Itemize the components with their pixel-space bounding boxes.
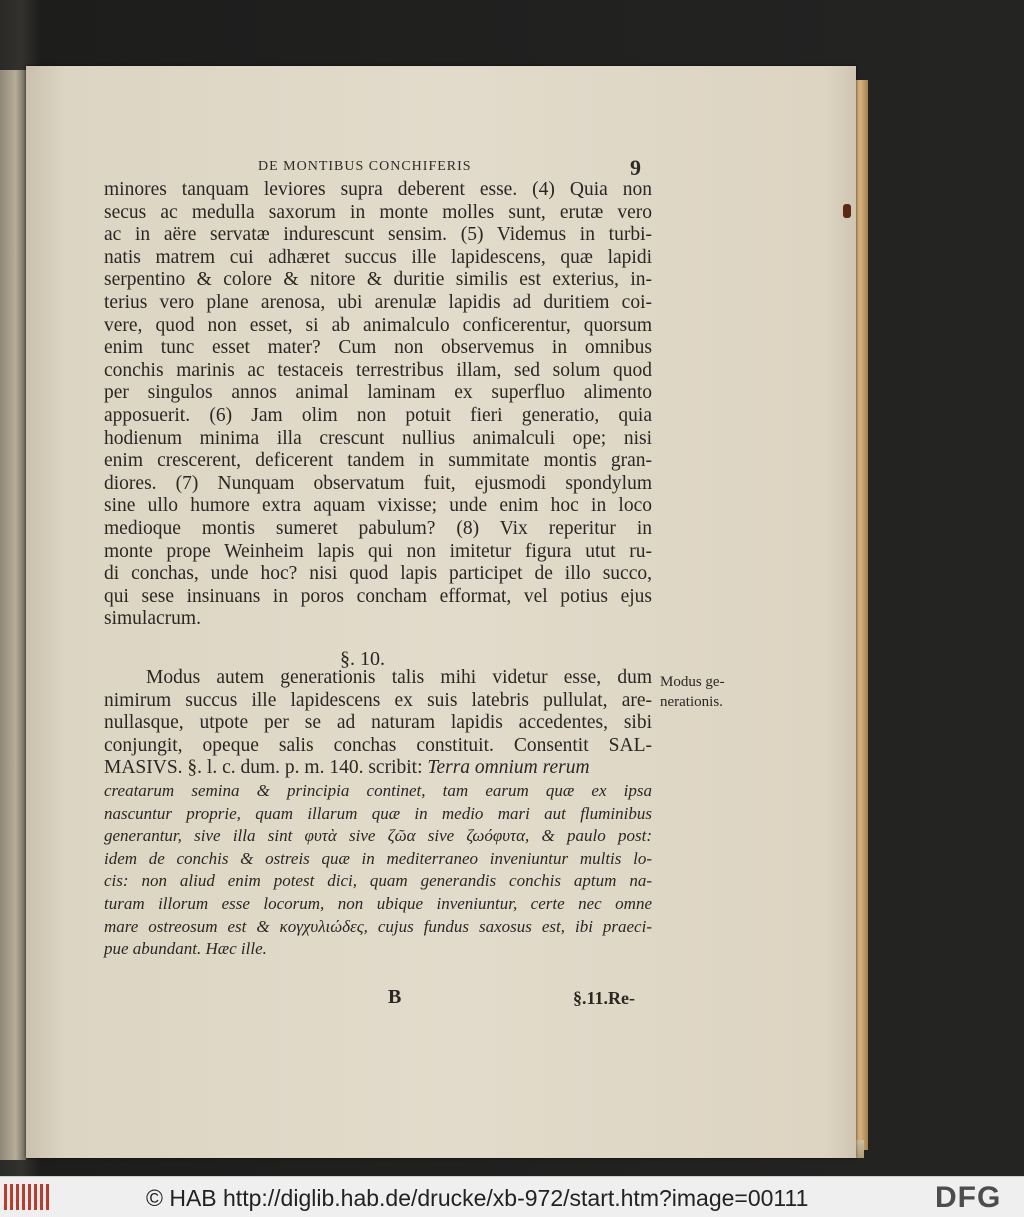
page-header (258, 155, 658, 181)
quote-line: pue abundant. Hæc ille. (104, 939, 267, 959)
text-line: apposuerit. (6) Jam olim non potuit fieri generatio, quia (104, 404, 652, 426)
text-line: nimirum succus ille lapidescens ex suis latebris pullulat, are- (104, 689, 652, 711)
text-line-segment: MASIVS. §. l. c. dum. p. m. 140. scribit: (104, 757, 423, 779)
text-line: qui sese insinuans in poros concham efformat, vel potius ejus (104, 585, 652, 607)
text-line: conjungit, opeque salis conchas constituit. Consentit SAL- (104, 734, 652, 756)
catchword: §.11.Re- (573, 988, 635, 1008)
text-line: hodienum minima illa crescunt nullius animalculi ope; nisi (104, 427, 652, 449)
barcode-icon (4, 1184, 50, 1210)
section-text (104, 667, 652, 961)
footer-bar (0, 1176, 1024, 1217)
text-line: secus ac medulla saxorum in monte molles sunt, erutæ vero (104, 201, 652, 223)
quote-segment: Terra omnium rerum (427, 757, 590, 779)
quote-line: nascuntur proprie, quam illarum quæ in medio mari aut fluminibus (104, 803, 652, 823)
page-number: 9 (630, 155, 641, 180)
text-line: di conchas, unde hoc? nisi quod lapis participet de illo succo, (104, 563, 652, 585)
text-line: per singulos annos animal laminam ex superfluo alimento (104, 382, 652, 404)
margin-note-line: Modus ge- (660, 674, 725, 690)
quote-line: generantur, sive illa sint φυτὰ sive ζῶα sive ζωόφυτα, & paulo post: (104, 826, 652, 846)
text-line: conchis marinis ac testaceis terrestribus illam, sed solum quod (104, 359, 652, 381)
text-line: diores. (7) Nunquam observatum fuit, ejusmodi spondylum (104, 472, 652, 494)
text-line: terius vero plane arenosa, ubi arenulæ lapidis ad duritiem coi- (104, 291, 652, 313)
text-line: monte prope Weinheim lapis qui non imitetur figura utut ru- (104, 540, 652, 562)
text-line: sine ullo humore extra aquam vixisse; unde enim hoc in loco (104, 495, 652, 517)
quote-line: idem de conchis & ostreis quæ in mediterraneo inveniuntur multis lo- (104, 848, 652, 868)
margin-note (660, 672, 740, 712)
text-line: Modus autem generationis talis mihi videtur esse, dum (146, 667, 652, 688)
quote-line: mare ostreosum est & κογχυλιώδες, cujus fundus saxosus est, ibi praeci- (104, 916, 652, 936)
quote-line: turam illorum esse locorum, non ubique inveniuntur, certe nec omne (104, 893, 652, 913)
text-line: nullasque, utpote per se ad naturam lapidis accedentes, sibi (104, 712, 652, 734)
text-line: minores tanquam leviores supra deberent esse. (4) Quia non (104, 179, 652, 200)
left-page-edge (0, 70, 26, 1160)
quote-line: cis: non aliud enim potest dici, quam generandis conchis aptum na- (104, 871, 652, 891)
text-line: simulacrum. (104, 608, 201, 630)
text-line: enim crescerent, deficerent tandem in summitate montis gran- (104, 450, 652, 472)
footer-credit-link[interactable]: © HAB http://diglib.hab.de/drucke/xb-972/start.htm?image=00111 (146, 1185, 809, 1211)
section-heading: §. 10. (340, 648, 385, 670)
ink-speck (843, 204, 851, 218)
text-line: enim tunc esset mater? Cum non observemus in omnibus (104, 337, 652, 359)
page-fore-edge (854, 80, 868, 1150)
running-title: DE MONTIBUS CONCHIFERIS (258, 159, 472, 174)
margin-note-line: nerationis. (660, 694, 723, 710)
dfg-logo: DFG (935, 1181, 1002, 1214)
text-line: ac in aëre servatæ indurescunt sensim. (5) Videmus in turbi- (104, 224, 652, 246)
text-line (104, 757, 652, 780)
text-line: medioque montis sumeret pabulum? (8) Vix reperitur in (104, 517, 652, 539)
text-line: serpentino & colore & nitore & duritie similis est exterius, in- (104, 269, 652, 291)
text-line: natis matrem cui adhæret succus ille lapidescens, quæ lapidi (104, 246, 652, 268)
body-text (104, 179, 652, 631)
text-line: vere, quod non esset, si ab animalculo conficerentur, quorsum (104, 314, 652, 336)
quote-line: creatarum semina & principia continet, tam earum quæ ex ipsa (104, 780, 652, 800)
signature-mark: B (388, 986, 402, 1008)
